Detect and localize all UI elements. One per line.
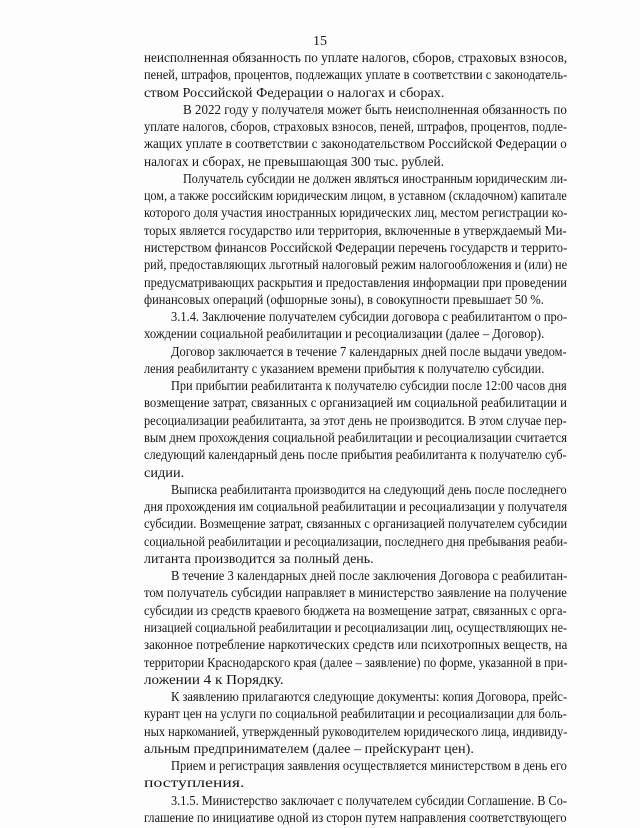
text-line: низацией социальной реабилитации и ресоциализации лиц, осуществляющих не- [144,620,568,635]
text-line: ложении 4 к Порядку. [144,671,284,687]
text-line: законное потребление наркотических средств или психотропных веществ, на [144,637,568,653]
text-line: курант цен на услуги по социальной реабилитации и ресоциализации для боль- [144,706,567,722]
text-line: 3.1.5. Министерство заключает с получателем субсидии Соглашение. В Со- [171,792,567,808]
text-line: уплате налогов, сборов, страховых взносов, пеней, штрафов, процентов, подле- [144,119,568,135]
text-line: субсидии. Возмещение затрат, связанных с организацией получателем субсидии [144,516,568,532]
text-line: вым днем прохождения социальной реабилитации и ресоциализации считается [144,430,567,445]
text-line: предусматривающих раскрытия и предоставления информации при проведении [144,274,567,290]
text-line: жащих уплате в соответствии с законодательством Российской Федерации о [144,136,567,152]
text-line: том получатель субсидии направляет в министерство заявление на получение [144,585,567,601]
text-line: следующий календарный день после прибытия реабилитанта к получателю суб- [144,447,567,463]
text-line: цом, а также российским юридическим лицом, в уставном (складочном) капитале [144,188,567,204]
page-number: 15 [313,34,327,49]
text-line: неисполненная обязанность по уплате налогов, сборов, страховых взносов, [144,50,568,65]
text-line: финансовых операций (офшорные зоны), в совокупности превышает 50 %. [144,291,544,307]
text-line: Прием и регистрация заявления осуществляется министерством в день его [171,758,567,774]
text-line: ством Российской Федерации о налогах и сборах. [144,84,445,100]
text-line: В 2022 году у получателя может быть неисполненная обязанность по [183,101,567,117]
text-line: альным предпринимателем (далее – прейскурант цен). [144,740,474,756]
text-line: В течение 3 календарных дней после заключения Договора с реабилитан- [171,568,568,584]
text-line: налогах и сборах, не превышающая 300 тыс. рублей. [144,153,444,169]
text-line: К заявлению прилагаются следующие документы: копия Договора, прейс- [171,689,568,705]
text-line: глашение по инициативе одной из сторон путем направления соответствующего [144,810,567,825]
text-line: При прибытии реабилитанта к получателю субсидии после 12:00 часов дня [171,378,567,394]
text-line: Выписка реабилитанта производится на следующий день после последнего [171,481,567,497]
text-line: поступления. [144,775,245,791]
text-line: возмещение затрат, связанных с организацией им социальной реабилитации и [144,395,567,411]
text-line: территории Краснодарского края (далее – заявление) по форме, указанной в при- [144,654,568,670]
text-line: социальной реабилитации и ресоциализации, последнего дня пребывания реаби- [144,533,568,549]
text-line: пеней, штрафов, процентов, подлежащих уплате в соответствии с законодатель- [144,67,568,83]
text-line: ресоциализации реабилитанта, за этот день не производится. В этом случае пер- [144,412,567,428]
text-line: рий, предоставляющих льготный налоговый режим налогообложения и (или) не [144,257,568,273]
text-line: нистерством финансов Российской Федерации перечень государств и террито- [144,240,568,255]
text-line: ных наркоманией, утвержденный руководителем юридического лица, индивиду- [144,723,568,739]
text-line: литанта производится за полный день. [144,550,374,566]
text-line: 3.1.4. Заключение получателем субсидии договора с реабилитантом о про- [171,309,568,325]
text-line: сидии. [144,464,185,480]
text-line: Договор заключается в течение 7 календарных дней после выдачи уведом- [171,343,567,359]
text-line: которого доля участия иностранных юридических лиц, местом регистрации ко- [144,205,568,221]
text-line: хождении социальной реабилитации и ресоциализации (далее – Договор). [144,326,545,342]
text-line: Получатель субсидии не должен являться иностранным юридическим ли- [183,170,568,186]
text-line: субсидии из средств краевого бюджета на возмещение затрат, связанных с орга- [144,602,567,618]
text-line: ления реабилитанту с указанием времени прибытия к получателю субсидии. [144,360,545,376]
text-line: торых является государство или территория, включенные в утверждаемый Ми- [144,222,567,238]
text-line: дня прохождения им социальной реабилитации и ресоциализации у получателя [144,499,568,515]
